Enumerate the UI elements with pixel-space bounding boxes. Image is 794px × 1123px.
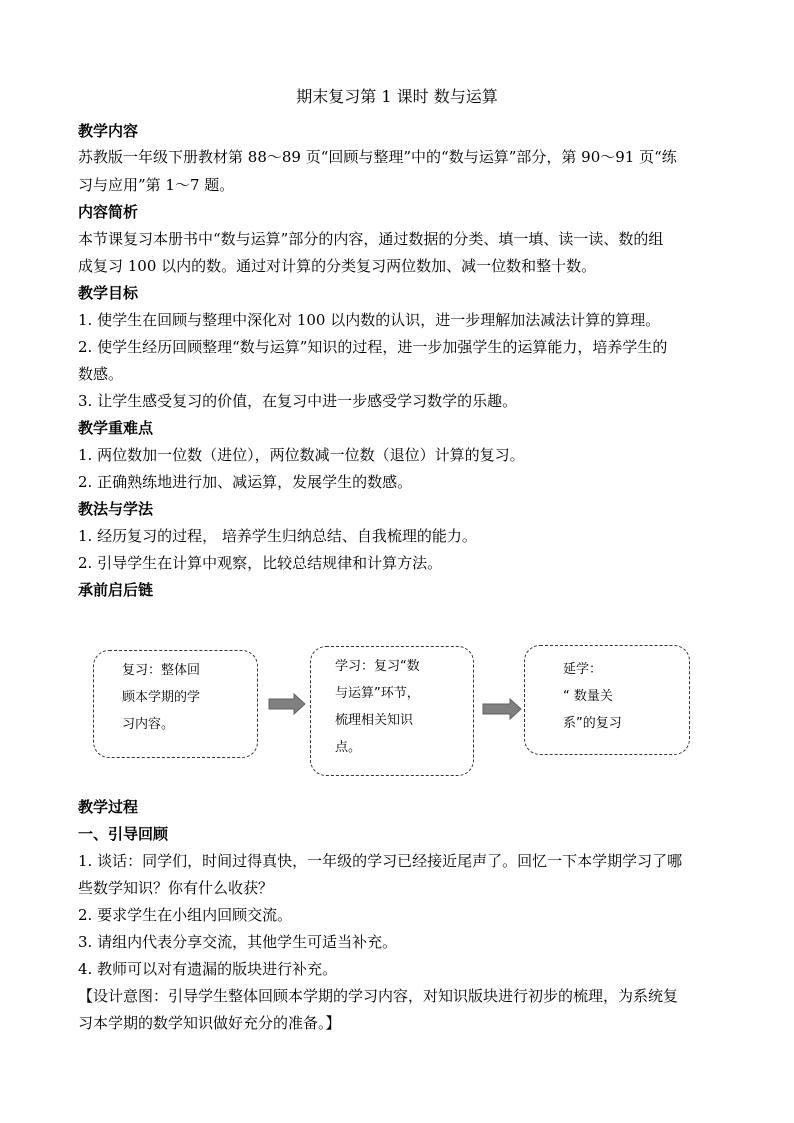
flow-box-study-line: 点。 (335, 740, 362, 755)
summary-text-line: 本节课复习本册书中“数与运算”部分的内容，通过数据的分类、填一填、读一读、数的组 (78, 230, 664, 248)
flow-box-review-line: 顾本学期的学 (122, 690, 201, 705)
process-heading: 教学过程 (78, 798, 139, 816)
process-line: 1. 谈话：同学们，时间过得真快，一年级的学习已经接近尾声了。回忆一下本学期学习了哪 (78, 852, 683, 870)
chain-heading: 承前启后链 (78, 581, 154, 599)
flow-box-extend-line: “ 数量关 (563, 689, 613, 704)
process-line: 2. 要求学生在小组内回顾交流。 (78, 906, 293, 924)
flow-box-study (310, 646, 474, 776)
goals-text-line: 数感。 (78, 365, 124, 383)
flow-box-study-line: 与运算”环节， (335, 686, 420, 701)
flow-box-study-line: 梳理相关知识 (335, 713, 414, 728)
summary-text-line: 成复习 100 以内的数。通过对计算的分类复习两位数加、减一位数和整十数。 (78, 257, 597, 275)
summary-heading: 内容简析 (78, 203, 139, 221)
flow-box-extend (524, 645, 690, 755)
flow-box-extend-line: 延学： (563, 662, 603, 677)
flow-box-study-line: 学习：复习“数 (335, 659, 420, 674)
content-heading: 教学内容 (78, 122, 139, 140)
content-text-line: 习与应用”第 1～7 题。 (78, 176, 235, 194)
flow-arrow-icon (268, 693, 306, 715)
goals-text-line: 1. 使学生在回顾与整理中深化对 100 以内数的认识，进一步理解加法减法计算的算理。 (78, 311, 661, 329)
method-heading: 教法与学法 (78, 500, 154, 518)
process-line: 些数学知识？你有什么收获？ (78, 879, 274, 897)
process-line: 4. 教师可以对有遗漏的版块进行补充。 (78, 960, 338, 978)
flow-box-review (93, 650, 258, 758)
design-intent-line: 【设计意图：引导学生整体回顾本学期的学习内容，对知识版块进行初步的梳理，为系统复 (78, 987, 679, 1005)
flow-box-review-line: 习内容。 (122, 717, 175, 732)
page-title: 期末复习第 1 课时 数与运算 (296, 87, 498, 106)
flow-box-review-line: 复习：整体回 (122, 663, 201, 678)
goals-heading: 教学目标 (78, 284, 139, 302)
goals-text-line: 3. 让学生感受复习的价值，在复习中进一步感受学习数学的乐趣。 (78, 392, 518, 410)
key-points-line: 2. 正确熟练地进行加、减运算，发展学生的数感。 (78, 473, 413, 491)
goals-text-line: 2. 使学生经历回顾整理“数与运算”知识的过程，进一步加强学生的运算能力，培养学生的 (78, 338, 668, 356)
process-subheading: 一、引导回顾 (78, 825, 169, 843)
key-points-heading: 教学重难点 (78, 419, 154, 437)
process-line: 3. 请组内代表分享交流，其他学生可适当补充。 (78, 933, 398, 951)
flow-box-extend-line: 系”的复习 (563, 716, 622, 731)
design-intent-line: 习本学期的数学知识做好充分的准备。】 (78, 1014, 341, 1032)
content-text-line: 苏教版一年级下册教材第 88～89 页“回顾与整理”中的“数与运算”部分，第 90～91 页“练 (78, 148, 677, 166)
method-line: 1. 经历复习的过程， 培养学生归纳总结、自我梳理的能力。 (78, 527, 477, 545)
flow-arrow-icon (482, 698, 522, 720)
method-line: 2. 引导学生在计算中观察，比较总结规律和计算方法。 (78, 554, 443, 572)
key-points-line: 1. 两位数加一位数（进位），两位数减一位数（退位）计算的复习。 (78, 446, 525, 464)
